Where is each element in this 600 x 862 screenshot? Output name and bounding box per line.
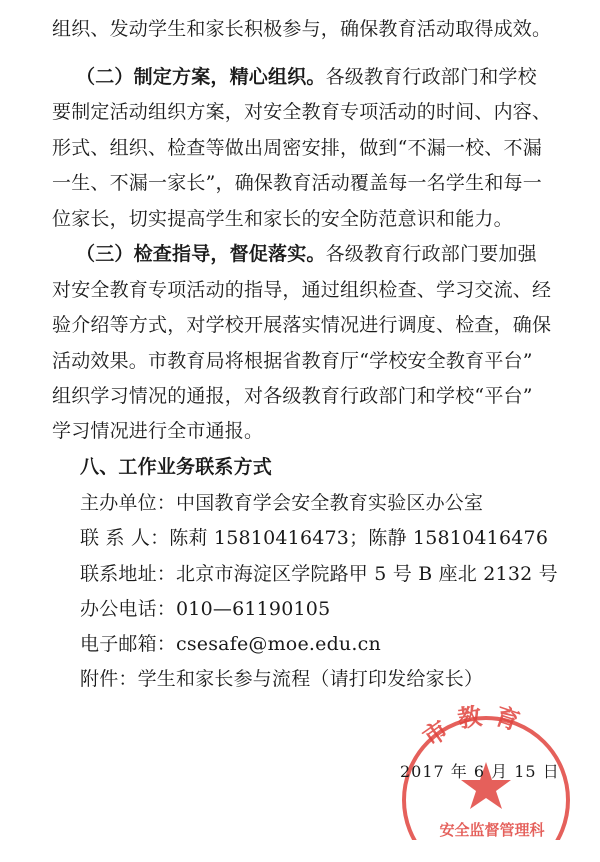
paragraph-line: 组织、发动学生和家长积极参与，确保教育活动取得成效。 <box>52 18 552 40</box>
phone-line: 办公电话：010—61190105 <box>80 598 331 620</box>
seal-bottom-text: 安全监督管理科 <box>439 821 545 839</box>
section-2-line-rest: 各级教育行政部门和学校 <box>325 66 537 88</box>
paragraph-line: 对安全教育专项活动的指导，通过组织检查、学习交流、经 <box>52 279 552 301</box>
attachment-line: 附件：学生和家长参与流程（请打印发给家长） <box>80 668 484 690</box>
section-2-first-line <box>76 66 562 88</box>
paragraph-line: 验介绍等方式，对学校开展落实情况进行调度、检查，确保 <box>52 314 552 336</box>
paragraph-line: 形式、组织、检查等做出周密安排，做到“不漏一校、不漏 <box>52 137 542 159</box>
email-line: 电子邮箱：csesafe@moe.edu.cn <box>80 633 381 655</box>
paragraph-line: 要制定活动组织方案，对安全教育专项活动的时间、内容、 <box>52 101 552 123</box>
address-line: 联系地址：北京市海淀区学院路甲 5 号 B 座北 2132 号 <box>80 563 558 585</box>
seal-top-text: 市教育 <box>417 700 533 752</box>
section-8-heading: 八、工作业务联系方式 <box>80 456 273 478</box>
contacts-line: 联 系 人：陈莉 15810416473；陈静 15810416476 <box>80 527 549 549</box>
section-3-first-line <box>76 243 562 265</box>
paragraph-line: 组织学习情况的通报，对各级教育行政部门和学校“平台” <box>52 385 533 407</box>
paragraph-line: 一生、不漏一家长”，确保教育活动覆盖每一名学生和每一 <box>52 172 542 194</box>
section-3-heading: （三）检查指导，督促落实。 <box>76 243 326 265</box>
svg-text:市教育 <box>418 701 533 752</box>
organizer-line: 主办单位：中国教育学会安全教育实验区办公室 <box>80 492 484 514</box>
paragraph-line: 活动效果。市教育局将根据省教育厅“学校安全教育平台” <box>52 350 533 372</box>
paragraph-line: 学习情况进行全市通报。 <box>52 420 264 442</box>
paragraph-line: 位家长，切实提高学生和家长的安全防范意识和能力。 <box>52 208 513 230</box>
section-3-line-rest: 各级教育行政部门要加强 <box>325 243 537 265</box>
document-date: 2017 年 6 月 15 日 <box>400 762 560 781</box>
section-2-heading: （二）制定方案，精心组织。 <box>76 66 326 88</box>
